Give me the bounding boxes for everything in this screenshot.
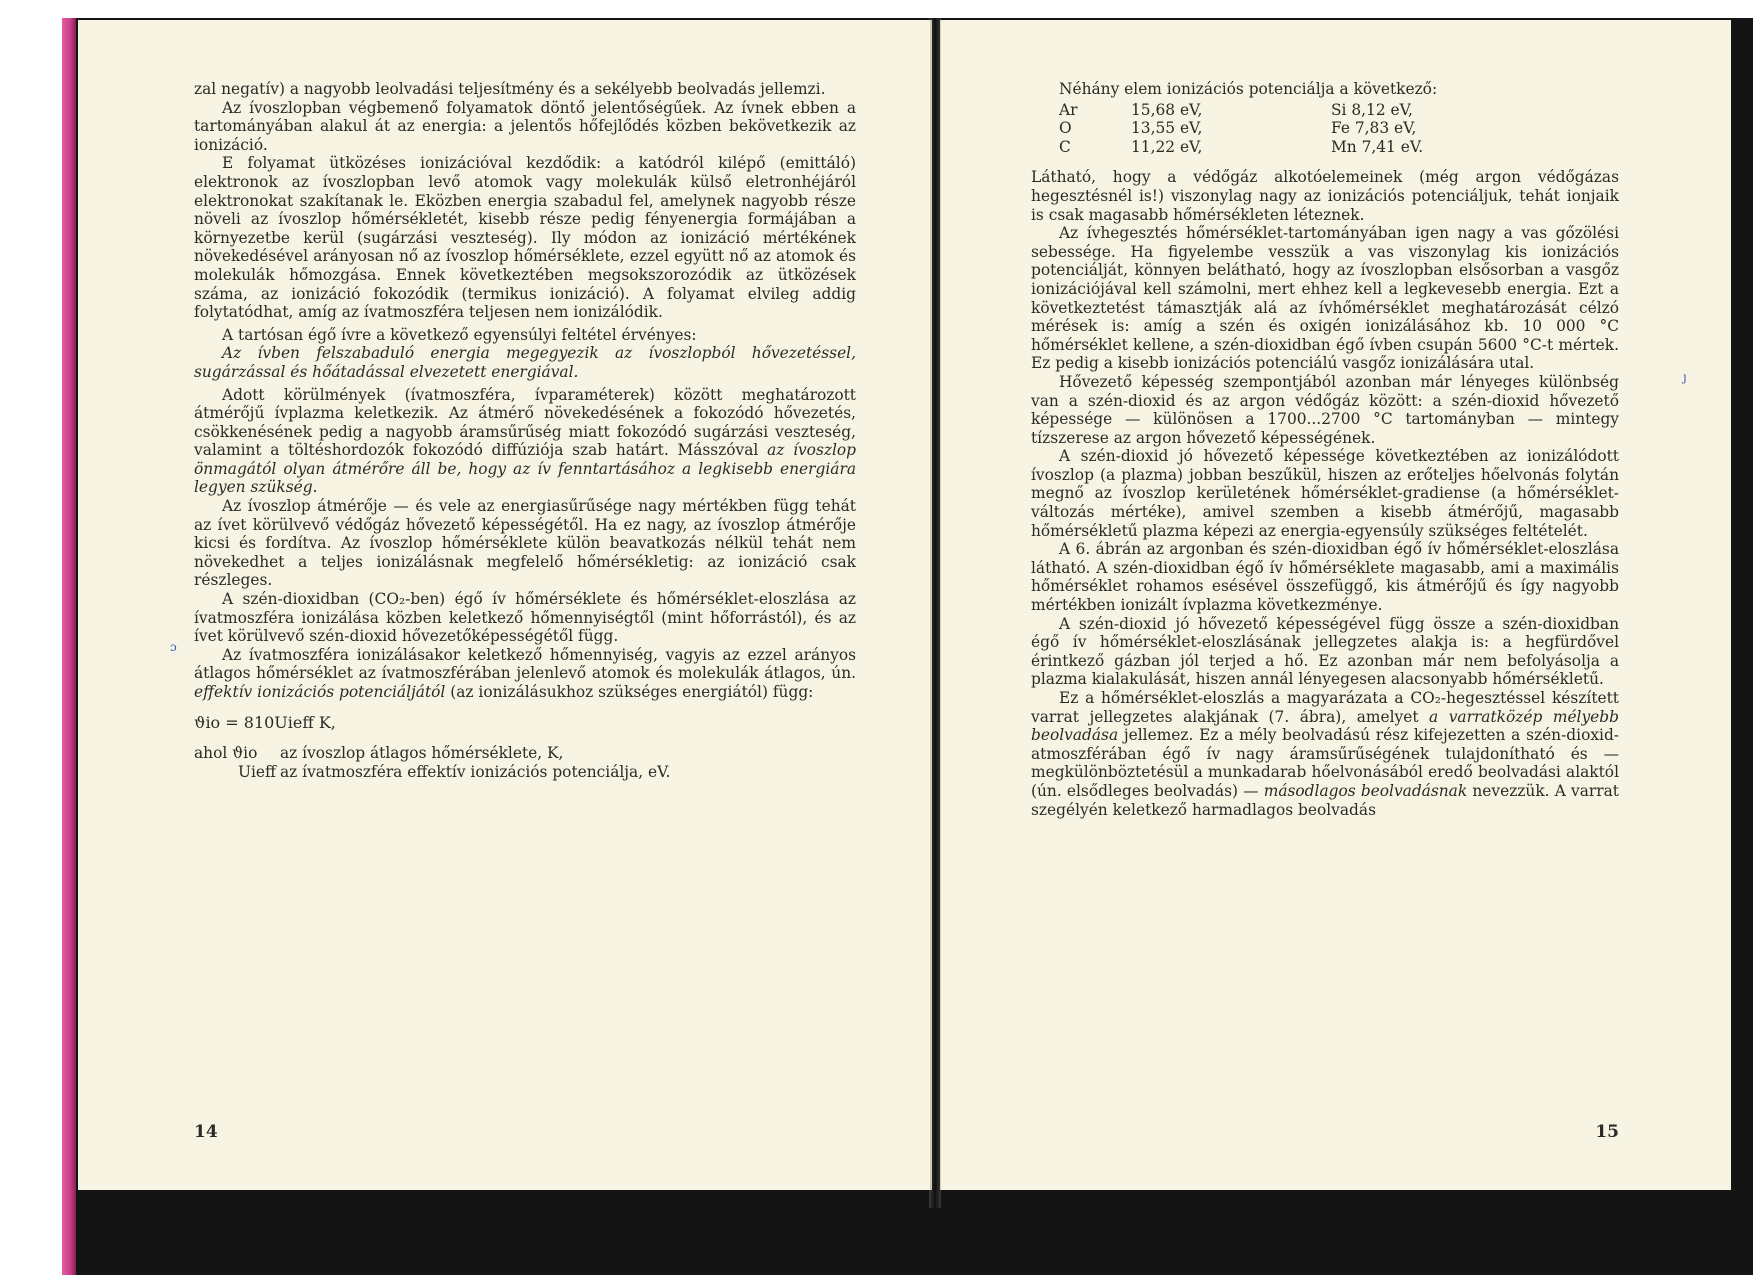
legend-description: az ívatmoszféra effektív ionizációs potenciálja, eV. xyxy=(280,762,671,781)
element-symbol: C xyxy=(1059,137,1071,156)
emphasized-text: effektív ionizációs potenciáljától xyxy=(194,683,446,701)
legend-description: az ívoszlop átlagos hőmérséklete, K, xyxy=(280,744,564,763)
element-symbol: O xyxy=(1059,119,1072,138)
formula: ϑio = 810Uieff K, xyxy=(194,712,336,732)
paragraph: Az ívhegesztés hőmérséklet-tartományában igen nagy a vas gőzölési sebessége. Ha figyelembe vesszük a vas viszonylag kis ionizációs potenciálját, könnyen belátható, hogy az ívoszlopban elsősorban a vasgőz ionizációjával kell számolni, mert ehhez kell a legkevesebb energia. Ezt a következtetést támasztják alá az ívhőmérséklet meghatározását célzó mérések is: amíg a szén és oxigén ionizálásához kb. 10 000 °C hőmérséklet kellene, a szén-dioxidban égő ívben csupán 5600 °C-t mértek. Ez pedig a kisebb ionizációs potenciálú vasgőz ionizálására utal. xyxy=(1031,224,1619,373)
paragraph: A szén-dioxid jó hővezető képessége következtében az ionizálódott ívoszlop (a plazma) jobban beszűkül, hiszen az erőteljes hőelvonás folytán megnő az ívoszlop kerületének hőmérséklet-gradiense (a hőmérséklet-változás mértéke), amivel szemben a kisebb átmérőjű, magasabb hőmérsékletű plazma képezi az energia-egyensúly szükséges feltételét. xyxy=(1031,447,1619,540)
paragraph: Hővezető képesség szempontjából azonban már lényeges különbség van a szén-dioxid és az argon védőgáz között: a szén-dioxid hővezető képessége — különösen a 1700...2700 °C tartományban — mintegy tízszerese az argon hővezető képességének. xyxy=(1031,372,1619,447)
emphasized-statement: Az ívben felszabaduló energia megegyezik az ívoszlopból hővezetéssel, sugárzással és hőátadással elvezetett energiával. xyxy=(194,344,856,381)
paragraph xyxy=(194,646,856,702)
emphasized-text: a varratközép mélyebb beolvadása xyxy=(1031,707,1619,745)
element-potential: Si 8,12 eV, xyxy=(1331,100,1413,119)
paragraph: Az ívoszlopban végbemenő folyamatok döntő jelentőségűek. Az ívnek ebben a tartományában alakul át az energia: a jelentős hőfejlődés közben bekövetkezik az ionizáció. xyxy=(194,98,856,154)
element-potential: Fe 7,83 eV, xyxy=(1331,119,1417,138)
legend-symbol: ahol ϑio xyxy=(194,744,258,763)
page-number: 15 xyxy=(1595,1122,1619,1142)
paragraph-text: (az ionizálásukhoz szükséges energiától) függ: xyxy=(450,683,814,701)
emphasized-text: másodlagos beolvadásnak xyxy=(1263,781,1468,800)
paragraph: A tartósan égő ívre a következő egyensúlyi feltétel érvényes: xyxy=(222,325,697,344)
paragraph-text: jellemez. Ez a mély beolvadású rész kifejezetten a szén-dioxid-atmoszférában égő ív nagy áramsűrűségének tulajdonítható és — megkülönböztetésül a munkadarab hőelvonásából eredő beolvadási alaktól (ún. elsődleges beolvadás) — xyxy=(1031,726,1619,800)
page-number: 14 xyxy=(194,1122,218,1142)
paragraph: A szén-dioxidban (CO₂-ben) égő ív hőmérséklete és hőmérséklet-eloszlása az ívatmoszféra ionizálása közben keletkező hőmennyiségtől (mint hőforrástól), és az ívet körülvevő szén-dioxid hővezetőképességétől függ. xyxy=(194,590,856,646)
paragraph: A 6. ábrán az argonban és szén-dioxidban égő ív hőmérséklet-eloszlása látható. A szén-dioxidban égő ív hőmérséklete magasabb, ami a maximális hőmérséklet rohamos esésével összefüggő, kis átmérőjű és így nagyobb mértékben ionizált ívplazma következménye. xyxy=(1031,540,1619,615)
paragraph-text: nevezzük. A varrat szegélyén keletkező harmadlagos beolvadás xyxy=(1031,781,1619,819)
book-cover-edge xyxy=(62,18,76,1275)
paragraph: A szén-dioxid jó hővezető képességével függ össze a szén-dioxidban égő ív hőmérséklet-eloszlásának jellegzetes alakja is: a hegfürdővel érintkező gázban jól terjed a hő. Ez azonban már nem befolyásolja a plazma kialakulását, hiszen annál lényegesen alacsonyabb hőmérsékletű. xyxy=(1031,614,1619,689)
ionization-potential-table xyxy=(1059,101,1619,157)
formula-legend xyxy=(194,744,856,781)
element-potential: Mn 7,41 eV. xyxy=(1331,137,1424,156)
right-page xyxy=(940,20,1731,1190)
paragraph: Látható, hogy a védőgáz alkotóelemeinek (még argon védőgázas hegesztésnél is!) viszonylag nagy az ionizációs potenciáljuk, tehát ionjaik is csak magasabb hőmérsékleten léteznek. xyxy=(1031,168,1619,224)
table-intro: Néhány elem ionizációs potenciálja a következő: xyxy=(1059,80,1438,98)
margin-pen-mark: ɔ xyxy=(170,640,177,654)
right-text-column xyxy=(1031,80,1619,819)
potential-value: 13,55 eV, xyxy=(1131,119,1203,138)
paragraph-text: Az ívatmoszféra ionizálásakor keletkező hőmennyiség, vagyis az ezzel arányos átlagos hőmérséklet az ívatmoszférában jelenlevő atomok és molekulák átlagos, ún. xyxy=(194,645,856,683)
left-text-column xyxy=(194,80,856,781)
paragraph xyxy=(1031,689,1619,819)
paragraph: Az ívoszlop átmérője — és vele az energiasűrűsége nagy mértékben függ tehát az ívet körülvevő védőgáz hővezető képességétől. Ha ez nagy, az ívoszlop átmérője kicsi és fordítva. Az ívoszlop hőmérséklete külön beavatkozás nélkül tehát nem növekedhet a teljes ionizálásnak megfelelő hőmérsékletig: az ionizáció csak részleges. xyxy=(194,497,856,590)
paragraph-text: Ez a hőmérséklet-eloszlás a magyarázata a CO₂-hegesztéssel készített varrat jellegzetes alakjának (7. ábra), amelyet xyxy=(1031,689,1619,726)
paragraph xyxy=(194,386,856,498)
potential-value: 15,68 eV, xyxy=(1131,100,1203,119)
potential-value: 11,22 eV, xyxy=(1131,137,1203,156)
margin-pen-mark: ȷ xyxy=(1683,370,1687,384)
emphasized-text: az ívoszlop önmagától olyan átmérőre áll be, hogy az ív fenntartásához a legkisebb energiára legyen szükség. xyxy=(194,441,856,497)
paragraph: zal negatív) a nagyobb leolvadási teljesítmény és a sekélyebb beolvadás jellemzi. xyxy=(194,80,826,98)
paragraph: E folyamat ütközéses ionizációval kezdődik: a katódról kilépő (emittáló) elektronok az ívoszlopban levő atomok vagy molekulák külső eletronhéjáról elektronokat szakítanak le. Eközben energia szabadul fel, amelynek nagyobb része növeli az ívoszlop hőmérsékletét, kisebb része pedig fényenergia formájában a környezetbe kerül (sugárzási veszteség). Ily módon az ionizáció mértékének növekedésével arányosan nő az ívoszlop hőmérséklete, ezzel együtt nő az atomok és molekulák hőmozgása. Ennek következtében megsokszorozódik az ütközések száma, az ionizáció fokozódik (termikus ionizáció). A folyamat elvileg addig folytatódhat, amíg az ívatmoszféra teljesen nem ionizálódik. xyxy=(194,154,856,322)
legend-symbol: Uieff xyxy=(238,762,276,781)
left-page xyxy=(78,20,932,1190)
paragraph-text: Adott körülmények (ívatmoszféra, ívparaméterek) között meghatározott átmérőjű ívplazma keletkezik. Az átmérő növekedésének a fokozódó hővezetés, csökkenésének pedig a nagyobb áramsűrűség miatt fokozódó sugárzási veszteség, valamint a töltéshordozók fokozódó diffúziója szab határt. Másszóval xyxy=(194,385,856,460)
element-symbol: Ar xyxy=(1059,100,1078,119)
